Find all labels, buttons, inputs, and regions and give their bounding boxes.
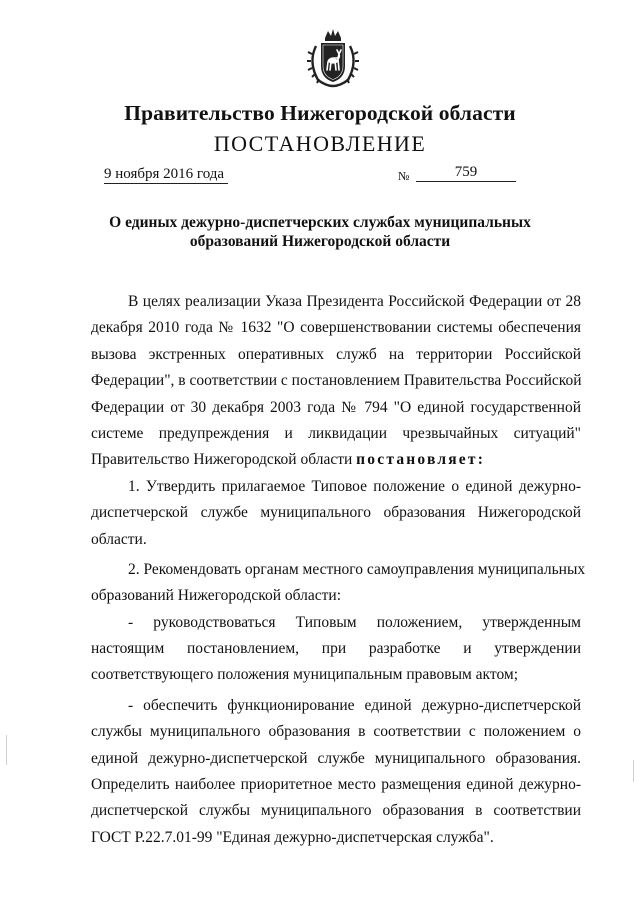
body-line: вызова экстренных оперативных служб на территории Российской: [91, 345, 581, 363]
body-line: настоящим постановлением, при разработке и утверждении: [91, 640, 581, 658]
body-line: В целях реализации Указа Президента Российской Федерации от 28: [128, 293, 581, 310]
body-line: службы муниципального образования в соответствии с положением о: [91, 723, 581, 741]
coat-of-arms-icon: [304, 28, 362, 88]
document-subject: [0, 213, 640, 251]
scan-artifact: [6, 735, 7, 765]
body-line: образований Нижегородской области:: [91, 587, 341, 605]
enacting-prefix: Правительство Нижегородской области: [91, 451, 357, 469]
body-line: Определить наиболее приоритетное место размещения единой дежурно-: [91, 776, 581, 794]
body-line: единой дежурно-диспетчерской службе муниципального образования.: [91, 749, 581, 767]
government-title: Правительство Нижегородской области: [124, 101, 516, 125]
subject-line-1: О единых дежурно-диспетчерских службах муниципальных: [109, 214, 531, 231]
body-line: - обеспечить функционирование единой дежурно-диспетчерской: [128, 696, 581, 714]
body-line: 1. Утвердить прилагаемое Типовое положение о единой дежурно-: [128, 477, 581, 495]
document-number: 759: [416, 163, 516, 182]
number-sign: №: [398, 169, 410, 183]
body-line: диспетчерской службы муниципального образования в соответствии: [91, 802, 581, 820]
body-line: соответствующего положения муниципальным правовым актом;: [91, 666, 519, 684]
body-line: декабря 2010 года № 1632 "О совершенствовании системы обеспечения: [91, 319, 581, 337]
body-line: области.: [91, 530, 147, 548]
enacting-word: постановляет:: [356, 451, 486, 469]
scan-artifact: [633, 760, 634, 782]
body-line: системе предупреждения и ликвидации чрезвычайных ситуаций": [91, 424, 581, 442]
subject-line-2: образований Нижегородской области: [189, 233, 451, 250]
document-type-title: ПОСТАНОВЛЕНИЕ: [213, 131, 427, 156]
body-line: Федерации", в соответствии с постановлением Правительства Российской: [91, 372, 582, 390]
body-line: диспетчерской службе муниципального образования Нижегородской: [91, 504, 581, 522]
body-line: Федерации от 30 декабря 2003 года № 794 "О единой государственной: [91, 398, 581, 416]
body-line: [91, 447, 581, 473]
document-date: 9 ноября 2016 года: [104, 165, 228, 184]
body-line: ГОСТ Р.22.7.01-99 "Единая дежурно-диспетчерская служба".: [91, 828, 494, 846]
body-line: - руководствоваться Типовым положением, утвержденным: [128, 613, 581, 631]
body-line: 2. Рекомендовать органам местного самоуправления муниципальных: [128, 560, 586, 578]
document-body: [91, 289, 586, 851]
